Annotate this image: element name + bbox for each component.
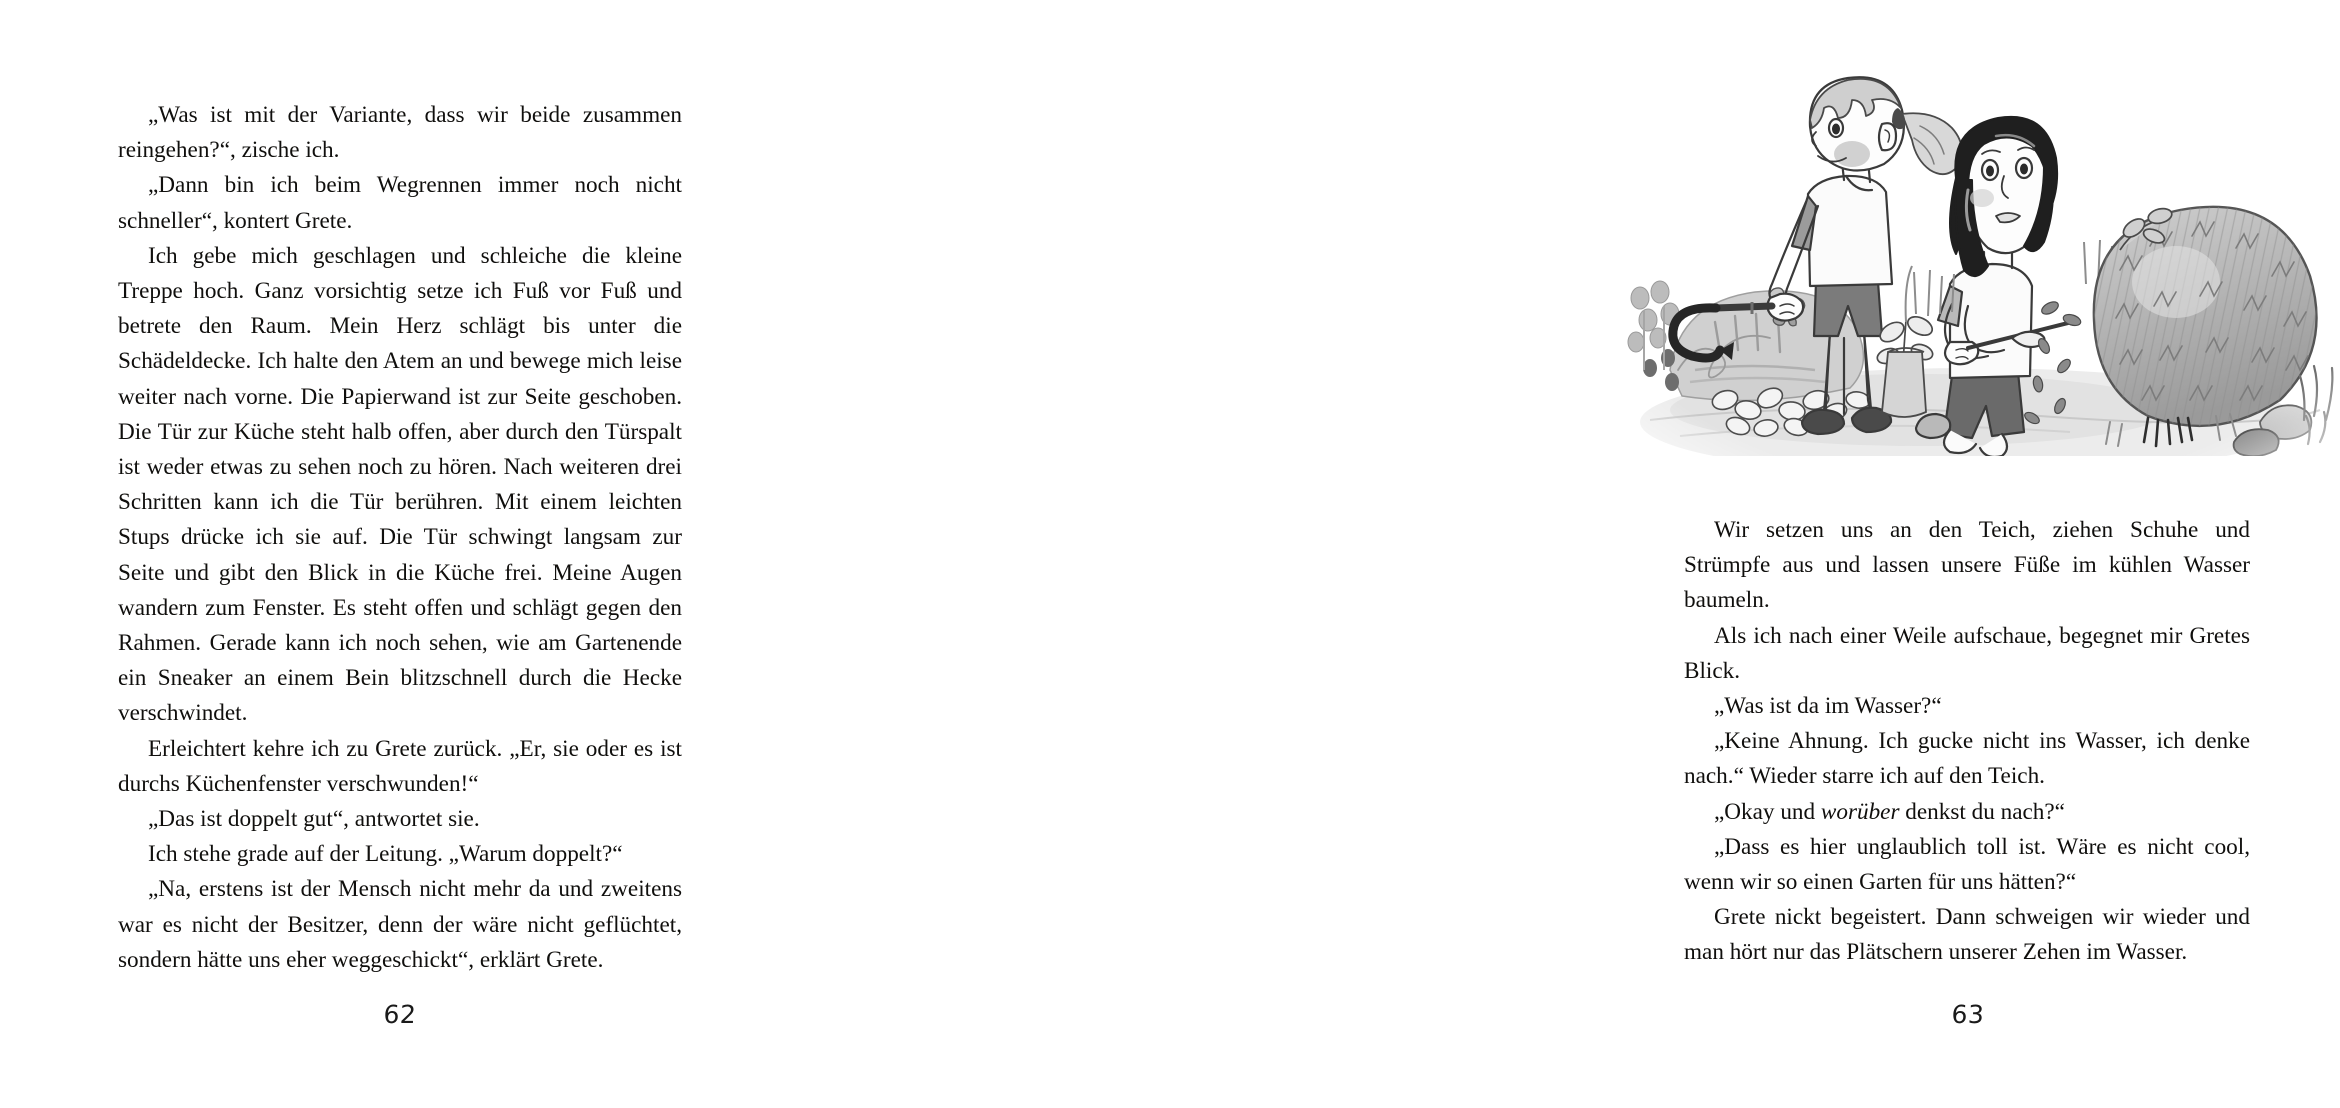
paragraph: „Keine Ahnung. Ich gucke nicht ins Wasser, ich denke nach.“ Wieder starre ich auf den Teich. [1684, 728, 2250, 790]
paragraph: Erleichtert kehre ich zu Grete zurück. „Er, sie oder es ist durchs Küchenfenster verschwunden!“ [118, 735, 682, 797]
text-run: denkst du nach?“ [1899, 798, 2065, 825]
paragraph: „Na, erstens ist der Mensch nicht mehr da und zweitens war es nicht der Besitzer, denn der wäre nicht geflüchtet, sondern hätte uns eher weggeschickt“, erklärt Grete. [118, 876, 682, 973]
text-run-italic: worüber [1820, 798, 1900, 825]
paragraph: Wir setzen uns an den Teich, ziehen Schuhe und Strümpfe aus und lassen unsere Füße im kühlen Wasser baumeln. [1684, 517, 2250, 614]
paragraph: Grete nickt begeistert. Dann schweigen wir wieder und man hört nur das Plätschern unserer Zehen im Wasser. [1684, 904, 2250, 966]
page-number-left: 62 [382, 1000, 418, 1029]
paragraph: Ich stehe grade auf der Leitung. „Warum doppelt?“ [148, 841, 623, 868]
right-page [800, 0, 2250, 1108]
paragraph [1684, 795, 2250, 830]
paragraph: „Dass es hier unglaublich toll ist. Wäre es nicht cool, wenn wir so einen Garten für uns hätten?“ [1684, 833, 2250, 896]
right-page-body-text [1684, 513, 2250, 971]
paragraph: „Was ist mit der Variante, dass wir beide zusammen reingehen?“, zische ich. [118, 102, 682, 164]
paragraph: Als ich nach einer Weile aufschaue, begegnet mir Gretes Blick. [1684, 622, 2250, 684]
page-number-right: 63 [1950, 1000, 1986, 1029]
text-run: „Okay und [1714, 798, 1821, 825]
paragraph: „Das ist doppelt gut“, antwortet sie. [148, 806, 480, 833]
garden-illustration [1620, 70, 2340, 495]
paragraph: „Dann bin ich beim Wegrennen immer noch nicht schneller“, kontert Grete. [118, 172, 682, 234]
paragraph: „Was ist da im Wasser?“ [1714, 693, 1942, 720]
left-page-body-text [118, 98, 682, 978]
paragraph: Ich gebe mich geschlagen und schleiche die kleine Treppe hoch. Ganz vorsichtig setze ich Fuß vor Fuß und betrete den Raum. Mein Herz schlägt bis unter die Schädeldecke. Ich halte den Atem an und bewege mich leise weiter nach vorne. Die Papierwand ist zur Seite geschoben. Die Tür zur Küche steht halb offen, aber durch den Türspalt ist weder etwas zu sehen noch zu hören. Nach weiteren drei Schritten kann ich die Tür berühren. Mit einem leichten Stups drücke ich sie auf. Die Tür schwingt langsam zur Seite und gibt den Blick in die Küche frei. Meine Augen wandern zum Fenster. Es steht offen und schlägt gegen den Rahmen. Gerade kann ich noch sehen, wie am Gartenende ein Sneaker an einem Bein blitzschnell durch die Hecke verschwindet. [118, 242, 682, 727]
left-page [0, 0, 800, 1108]
